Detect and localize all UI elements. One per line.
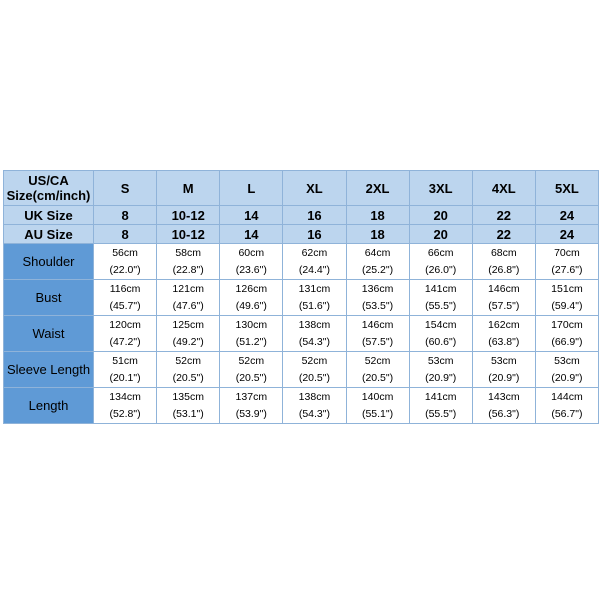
inch-value: (20.9") <box>425 371 457 384</box>
inch-value: (56.3") <box>488 407 520 420</box>
cm-value: 62cm <box>301 246 328 259</box>
measurement-cell <box>409 388 472 424</box>
measurement-cell <box>220 280 283 316</box>
cm-value: 135cm <box>172 390 204 403</box>
measurement-cell <box>94 244 157 280</box>
au-size-cell: 16 <box>283 225 346 244</box>
inch-value: (49.2") <box>172 335 204 348</box>
cm-value: 121cm <box>172 282 204 295</box>
cm-value: 64cm <box>364 246 391 259</box>
cm-value: 138cm <box>298 318 331 331</box>
size-label-cell <box>4 171 94 206</box>
inch-value: (20.5") <box>298 371 331 384</box>
inch-value: (20.9") <box>551 371 583 384</box>
cm-value: 170cm <box>551 318 583 331</box>
au-size-row <box>4 225 599 244</box>
inch-value: (24.4") <box>298 263 331 276</box>
inch-value: (27.6") <box>551 263 583 276</box>
measurement-row <box>4 280 599 316</box>
cm-value: 58cm <box>175 246 202 259</box>
cm-value: 52cm <box>301 354 328 367</box>
measurement-cell <box>94 316 157 352</box>
measurement-cell <box>283 280 346 316</box>
inch-value: (20.5") <box>172 371 204 384</box>
measurement-cell <box>94 352 157 388</box>
inch-value: (26.8") <box>488 263 520 276</box>
uk-size-row <box>4 206 599 225</box>
measurement-cell <box>94 388 157 424</box>
measurement-label: Waist <box>4 316 94 352</box>
cm-value: 53cm <box>427 354 454 367</box>
cm-value: 56cm <box>112 246 138 259</box>
uk-size-cell: 20 <box>409 206 472 225</box>
measurement-label: Sleeve Length <box>4 352 94 388</box>
measurement-label: Length <box>4 388 94 424</box>
measurement-cell <box>157 352 220 388</box>
uk-size-cell: 8 <box>94 206 157 225</box>
measurement-cell <box>283 388 346 424</box>
cm-value: 162cm <box>488 318 520 331</box>
inch-value: (54.3") <box>298 407 331 420</box>
cm-value: 138cm <box>298 390 331 403</box>
size-header-row <box>4 171 599 206</box>
measurement-cell <box>157 244 220 280</box>
measurement-cell <box>472 352 535 388</box>
cm-value: 51cm <box>112 354 138 367</box>
measurement-cell <box>472 388 535 424</box>
cm-value: 146cm <box>488 282 520 295</box>
measurement-cell <box>94 280 157 316</box>
measurement-cell <box>220 316 283 352</box>
inch-value: (55.1") <box>361 407 394 420</box>
inch-value: (53.5") <box>361 299 394 312</box>
measurement-cell <box>409 280 472 316</box>
au-size-cell: 8 <box>94 225 157 244</box>
size-head-cell: L <box>220 171 283 206</box>
cm-value: 141cm <box>424 282 457 295</box>
inch-value: (23.6") <box>235 263 267 276</box>
cm-value: 140cm <box>361 390 394 403</box>
inch-value: (57.5") <box>361 335 394 348</box>
measurement-cell <box>346 316 409 352</box>
inch-value: (59.4") <box>551 299 583 312</box>
measurement-cell <box>346 280 409 316</box>
measurement-cell <box>346 352 409 388</box>
cm-value: 52cm <box>364 354 391 367</box>
inch-value: (63.8") <box>488 335 520 348</box>
inch-value: (55.5") <box>425 407 457 420</box>
au-size-cell: 24 <box>535 225 598 244</box>
measurement-cell <box>535 244 598 280</box>
inch-value: (60.6") <box>425 335 457 348</box>
measurement-row <box>4 244 599 280</box>
size-head-cell: 3XL <box>409 171 472 206</box>
cm-value: 52cm <box>175 354 202 367</box>
measurement-cell <box>220 388 283 424</box>
cm-value: 53cm <box>490 354 517 367</box>
inch-value: (54.3") <box>298 335 331 348</box>
au-size-cell: 20 <box>409 225 472 244</box>
inch-value: (45.7") <box>109 299 141 312</box>
cm-value: 141cm <box>424 390 457 403</box>
inch-value: (20.1") <box>109 371 141 384</box>
cm-value: 151cm <box>551 282 583 295</box>
cm-value: 60cm <box>238 246 265 259</box>
measurement-cell <box>409 352 472 388</box>
cm-value: 125cm <box>172 318 204 331</box>
measurement-row <box>4 316 599 352</box>
cm-value: 146cm <box>361 318 394 331</box>
cm-value: 136cm <box>361 282 394 295</box>
cm-value: 66cm <box>427 246 454 259</box>
cm-value: 131cm <box>298 282 331 295</box>
measurement-cell <box>157 316 220 352</box>
inch-value: (47.6") <box>172 299 204 312</box>
cm-value: 143cm <box>488 390 520 403</box>
au-size-cell: 22 <box>472 225 535 244</box>
size-head-cell: S <box>94 171 157 206</box>
inch-value: (57.5") <box>488 299 520 312</box>
size-label-line-2: Size(cm/inch) <box>6 188 91 203</box>
measurement-cell <box>220 352 283 388</box>
inch-value: (47.2") <box>109 335 141 348</box>
cm-value: 52cm <box>238 354 265 367</box>
measurement-row <box>4 352 599 388</box>
measurement-cell <box>535 316 598 352</box>
measurement-cell <box>535 280 598 316</box>
cm-value: 53cm <box>554 354 580 367</box>
inch-value: (66.9") <box>551 335 583 348</box>
cm-value: 130cm <box>235 318 268 331</box>
uk-size-cell: 16 <box>283 206 346 225</box>
inch-value: (55.5") <box>425 299 457 312</box>
uk-size-cell: 10-12 <box>157 206 220 225</box>
cm-value: 154cm <box>424 318 457 331</box>
uk-size-cell: 24 <box>535 206 598 225</box>
size-head-cell: M <box>157 171 220 206</box>
size-head-cell: 4XL <box>472 171 535 206</box>
inch-value: (26.0") <box>425 263 457 276</box>
size-label-line-1: US/CA <box>28 173 69 188</box>
au-size-cell: 10-12 <box>157 225 220 244</box>
inch-value: (51.2") <box>235 335 267 348</box>
measurement-cell <box>346 388 409 424</box>
inch-value: (22.8") <box>172 263 204 276</box>
measurement-cell <box>472 316 535 352</box>
inch-value: (53.1") <box>172 407 204 420</box>
measurement-cell <box>283 352 346 388</box>
size-head-cell: 2XL <box>346 171 409 206</box>
measurement-cell <box>346 244 409 280</box>
cm-value: 126cm <box>235 282 268 295</box>
measurement-cell <box>220 244 283 280</box>
measurement-row <box>4 388 599 424</box>
inch-value: (20.9") <box>488 371 520 384</box>
size-head-cell: 5XL <box>535 171 598 206</box>
au-size-cell: 18 <box>346 225 409 244</box>
inch-value: (52.8") <box>109 407 141 420</box>
cm-value: 70cm <box>554 246 580 259</box>
uk-size-cell: 14 <box>220 206 283 225</box>
measurement-cell <box>157 388 220 424</box>
measurement-cell <box>283 244 346 280</box>
size-chart-table <box>3 170 599 424</box>
uk-size-cell: 22 <box>472 206 535 225</box>
cm-value: 68cm <box>490 246 517 259</box>
inch-value: (56.7") <box>551 407 583 420</box>
au-size-cell: 14 <box>220 225 283 244</box>
inch-value: (51.6") <box>298 299 331 312</box>
measurement-cell <box>472 280 535 316</box>
cm-value: 116cm <box>109 282 141 295</box>
cm-value: 120cm <box>109 318 141 331</box>
inch-value: (20.5") <box>361 371 394 384</box>
cm-value: 137cm <box>235 390 268 403</box>
measurement-cell <box>472 244 535 280</box>
measurement-label: Bust <box>4 280 94 316</box>
au-size-label: AU Size <box>4 225 94 244</box>
measurement-cell <box>409 316 472 352</box>
uk-size-label: UK Size <box>4 206 94 225</box>
inch-value: (22.0") <box>109 263 141 276</box>
measurement-cell <box>157 280 220 316</box>
cm-value: 134cm <box>109 390 141 403</box>
measurement-label: Shoulder <box>4 244 94 280</box>
inch-value: (49.6") <box>235 299 267 312</box>
measurement-cell <box>535 352 598 388</box>
inch-value: (53.9") <box>235 407 267 420</box>
size-head-cell: XL <box>283 171 346 206</box>
measurement-cell <box>535 388 598 424</box>
cm-value: 144cm <box>551 390 583 403</box>
measurement-cell <box>409 244 472 280</box>
measurement-cell <box>283 316 346 352</box>
inch-value: (25.2") <box>361 263 394 276</box>
uk-size-cell: 18 <box>346 206 409 225</box>
inch-value: (20.5") <box>235 371 267 384</box>
